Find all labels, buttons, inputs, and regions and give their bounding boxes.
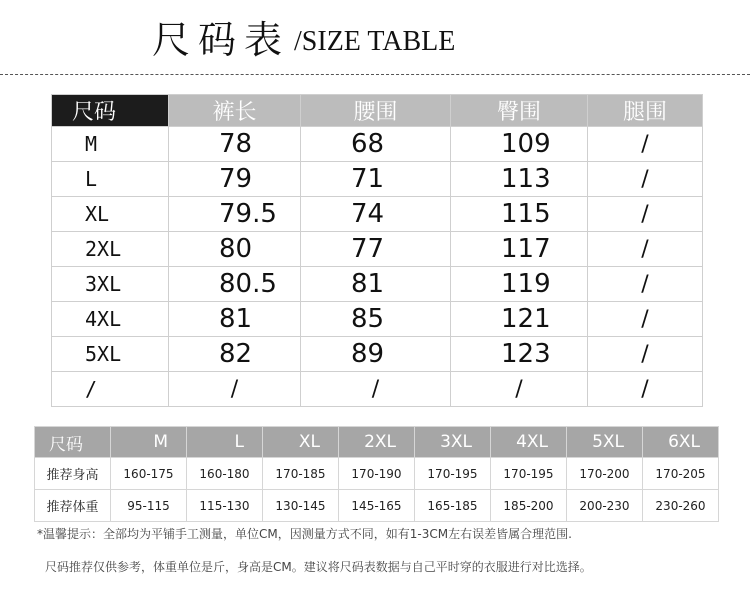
waist-cell: 74 <box>301 197 451 232</box>
weight-cell: 185-200 <box>491 490 567 522</box>
header-thigh: 腿围 <box>588 95 703 127</box>
rec-header-m: M <box>111 427 187 458</box>
thigh-cell: / <box>588 162 703 197</box>
height-cell: 170-185 <box>263 458 339 490</box>
rec-header-l: L <box>187 427 263 458</box>
length-cell: / <box>169 372 301 407</box>
thigh-cell: / <box>588 302 703 337</box>
waist-cell: 89 <box>301 337 451 372</box>
table-row <box>52 337 703 372</box>
size-cell: M <box>52 127 169 162</box>
hip-cell: 119 <box>451 267 588 302</box>
table-row <box>52 267 703 302</box>
length-cell: 82 <box>169 337 301 372</box>
size-cell: 5XL <box>52 337 169 372</box>
hip-cell: / <box>451 372 588 407</box>
height-cell: 160-180 <box>187 458 263 490</box>
recommend-table-header <box>35 427 719 458</box>
weight-cell: 130-145 <box>263 490 339 522</box>
table-row <box>52 197 703 232</box>
hip-cell: 115 <box>451 197 588 232</box>
size-cell: / <box>52 372 169 407</box>
height-cell: 170-190 <box>339 458 415 490</box>
length-cell: 79.5 <box>169 197 301 232</box>
thigh-cell: / <box>588 127 703 162</box>
weight-cell: 200-230 <box>567 490 643 522</box>
table-row <box>52 232 703 267</box>
size-cell: 2XL <box>52 232 169 267</box>
rec-header-size: 尺码 <box>35 427 111 458</box>
title-english: /SIZE TABLE <box>294 26 456 57</box>
weight-cell: 230-260 <box>643 490 719 522</box>
thigh-cell: / <box>588 372 703 407</box>
height-cell: 160-175 <box>111 458 187 490</box>
measurement-note: *温馨提示：全部均为平铺手工测量，单位CM，因测量方式不同，如有1-3CM左右误差皆属合理范围. <box>37 527 572 541</box>
length-cell: 78 <box>169 127 301 162</box>
dashed-divider <box>0 74 750 75</box>
waist-cell: / <box>301 372 451 407</box>
waist-cell: 81 <box>301 267 451 302</box>
length-cell: 81 <box>169 302 301 337</box>
length-cell: 79 <box>169 162 301 197</box>
waist-cell: 85 <box>301 302 451 337</box>
height-cell: 170-195 <box>415 458 491 490</box>
rec-header-2xl: 2XL <box>339 427 415 458</box>
size-table <box>51 94 703 407</box>
length-cell: 80 <box>169 232 301 267</box>
table-row <box>52 162 703 197</box>
size-cell: L <box>52 162 169 197</box>
header-waist: 腰围 <box>301 95 451 127</box>
row-label: 推荐身高 <box>35 458 111 490</box>
waist-cell: 68 <box>301 127 451 162</box>
waist-cell: 77 <box>301 232 451 267</box>
size-table-header <box>52 95 703 127</box>
weight-cell: 165-185 <box>415 490 491 522</box>
thigh-cell: / <box>588 197 703 232</box>
recommendation-note: 尺码推荐仅供参考，体重单位是斤，身高是CM。建议将尺码表数据与自己平时穿的衣服进行对比选择。 <box>45 560 592 574</box>
rec-header-xl: XL <box>263 427 339 458</box>
rec-header-3xl: 3XL <box>415 427 491 458</box>
rec-header-4xl: 4XL <box>491 427 567 458</box>
header-hip: 臀围 <box>451 95 588 127</box>
hip-cell: 123 <box>451 337 588 372</box>
table-row <box>52 372 703 407</box>
weight-row <box>35 490 719 522</box>
rec-header-5xl: 5XL <box>567 427 643 458</box>
recommend-table <box>34 426 719 522</box>
hip-cell: 113 <box>451 162 588 197</box>
header-size: 尺码 <box>52 95 169 127</box>
table-row <box>52 302 703 337</box>
size-cell: 3XL <box>52 267 169 302</box>
weight-cell: 115-130 <box>187 490 263 522</box>
page-title <box>152 18 455 62</box>
hip-cell: 117 <box>451 232 588 267</box>
header-length: 裤长 <box>169 95 301 127</box>
hip-cell: 121 <box>451 302 588 337</box>
height-cell: 170-200 <box>567 458 643 490</box>
height-cell: 170-205 <box>643 458 719 490</box>
weight-cell: 145-165 <box>339 490 415 522</box>
thigh-cell: / <box>588 267 703 302</box>
table-row <box>52 127 703 162</box>
height-cell: 170-195 <box>491 458 567 490</box>
weight-cell: 95-115 <box>111 490 187 522</box>
size-cell: XL <box>52 197 169 232</box>
rec-header-6xl: 6XL <box>643 427 719 458</box>
hip-cell: 109 <box>451 127 588 162</box>
title-chinese: 尺码表 <box>152 18 291 62</box>
thigh-cell: / <box>588 232 703 267</box>
length-cell: 80.5 <box>169 267 301 302</box>
size-cell: 4XL <box>52 302 169 337</box>
row-label: 推荐体重 <box>35 490 111 522</box>
waist-cell: 71 <box>301 162 451 197</box>
height-row <box>35 458 719 490</box>
thigh-cell: / <box>588 337 703 372</box>
